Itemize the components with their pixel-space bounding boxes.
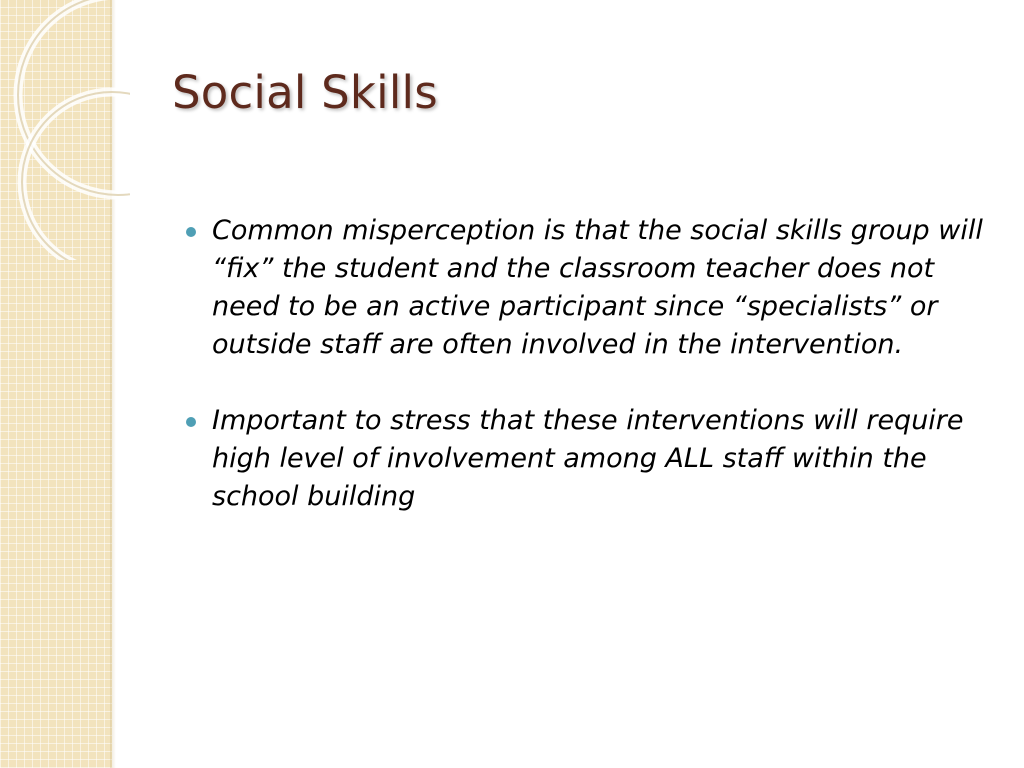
slide-title: Social Skills: [172, 66, 438, 119]
bullet-text: Important to stress that these interventions will require high level of involvement among ALL staff within the school building: [212, 405, 964, 512]
bullet-dot-icon: [186, 417, 196, 427]
bullet-text: Common misperception is that the social skills group will “fix” the student and the classroom teacher does not need to be an active participant since “specialists” or outside staff are often involved in the intervention.: [212, 215, 983, 360]
bullet-item: [186, 212, 986, 364]
decorative-rings: [0, 0, 130, 260]
bullet-item: [186, 402, 986, 516]
bullet-dot-icon: [186, 227, 196, 237]
bullet-list: [186, 212, 986, 554]
